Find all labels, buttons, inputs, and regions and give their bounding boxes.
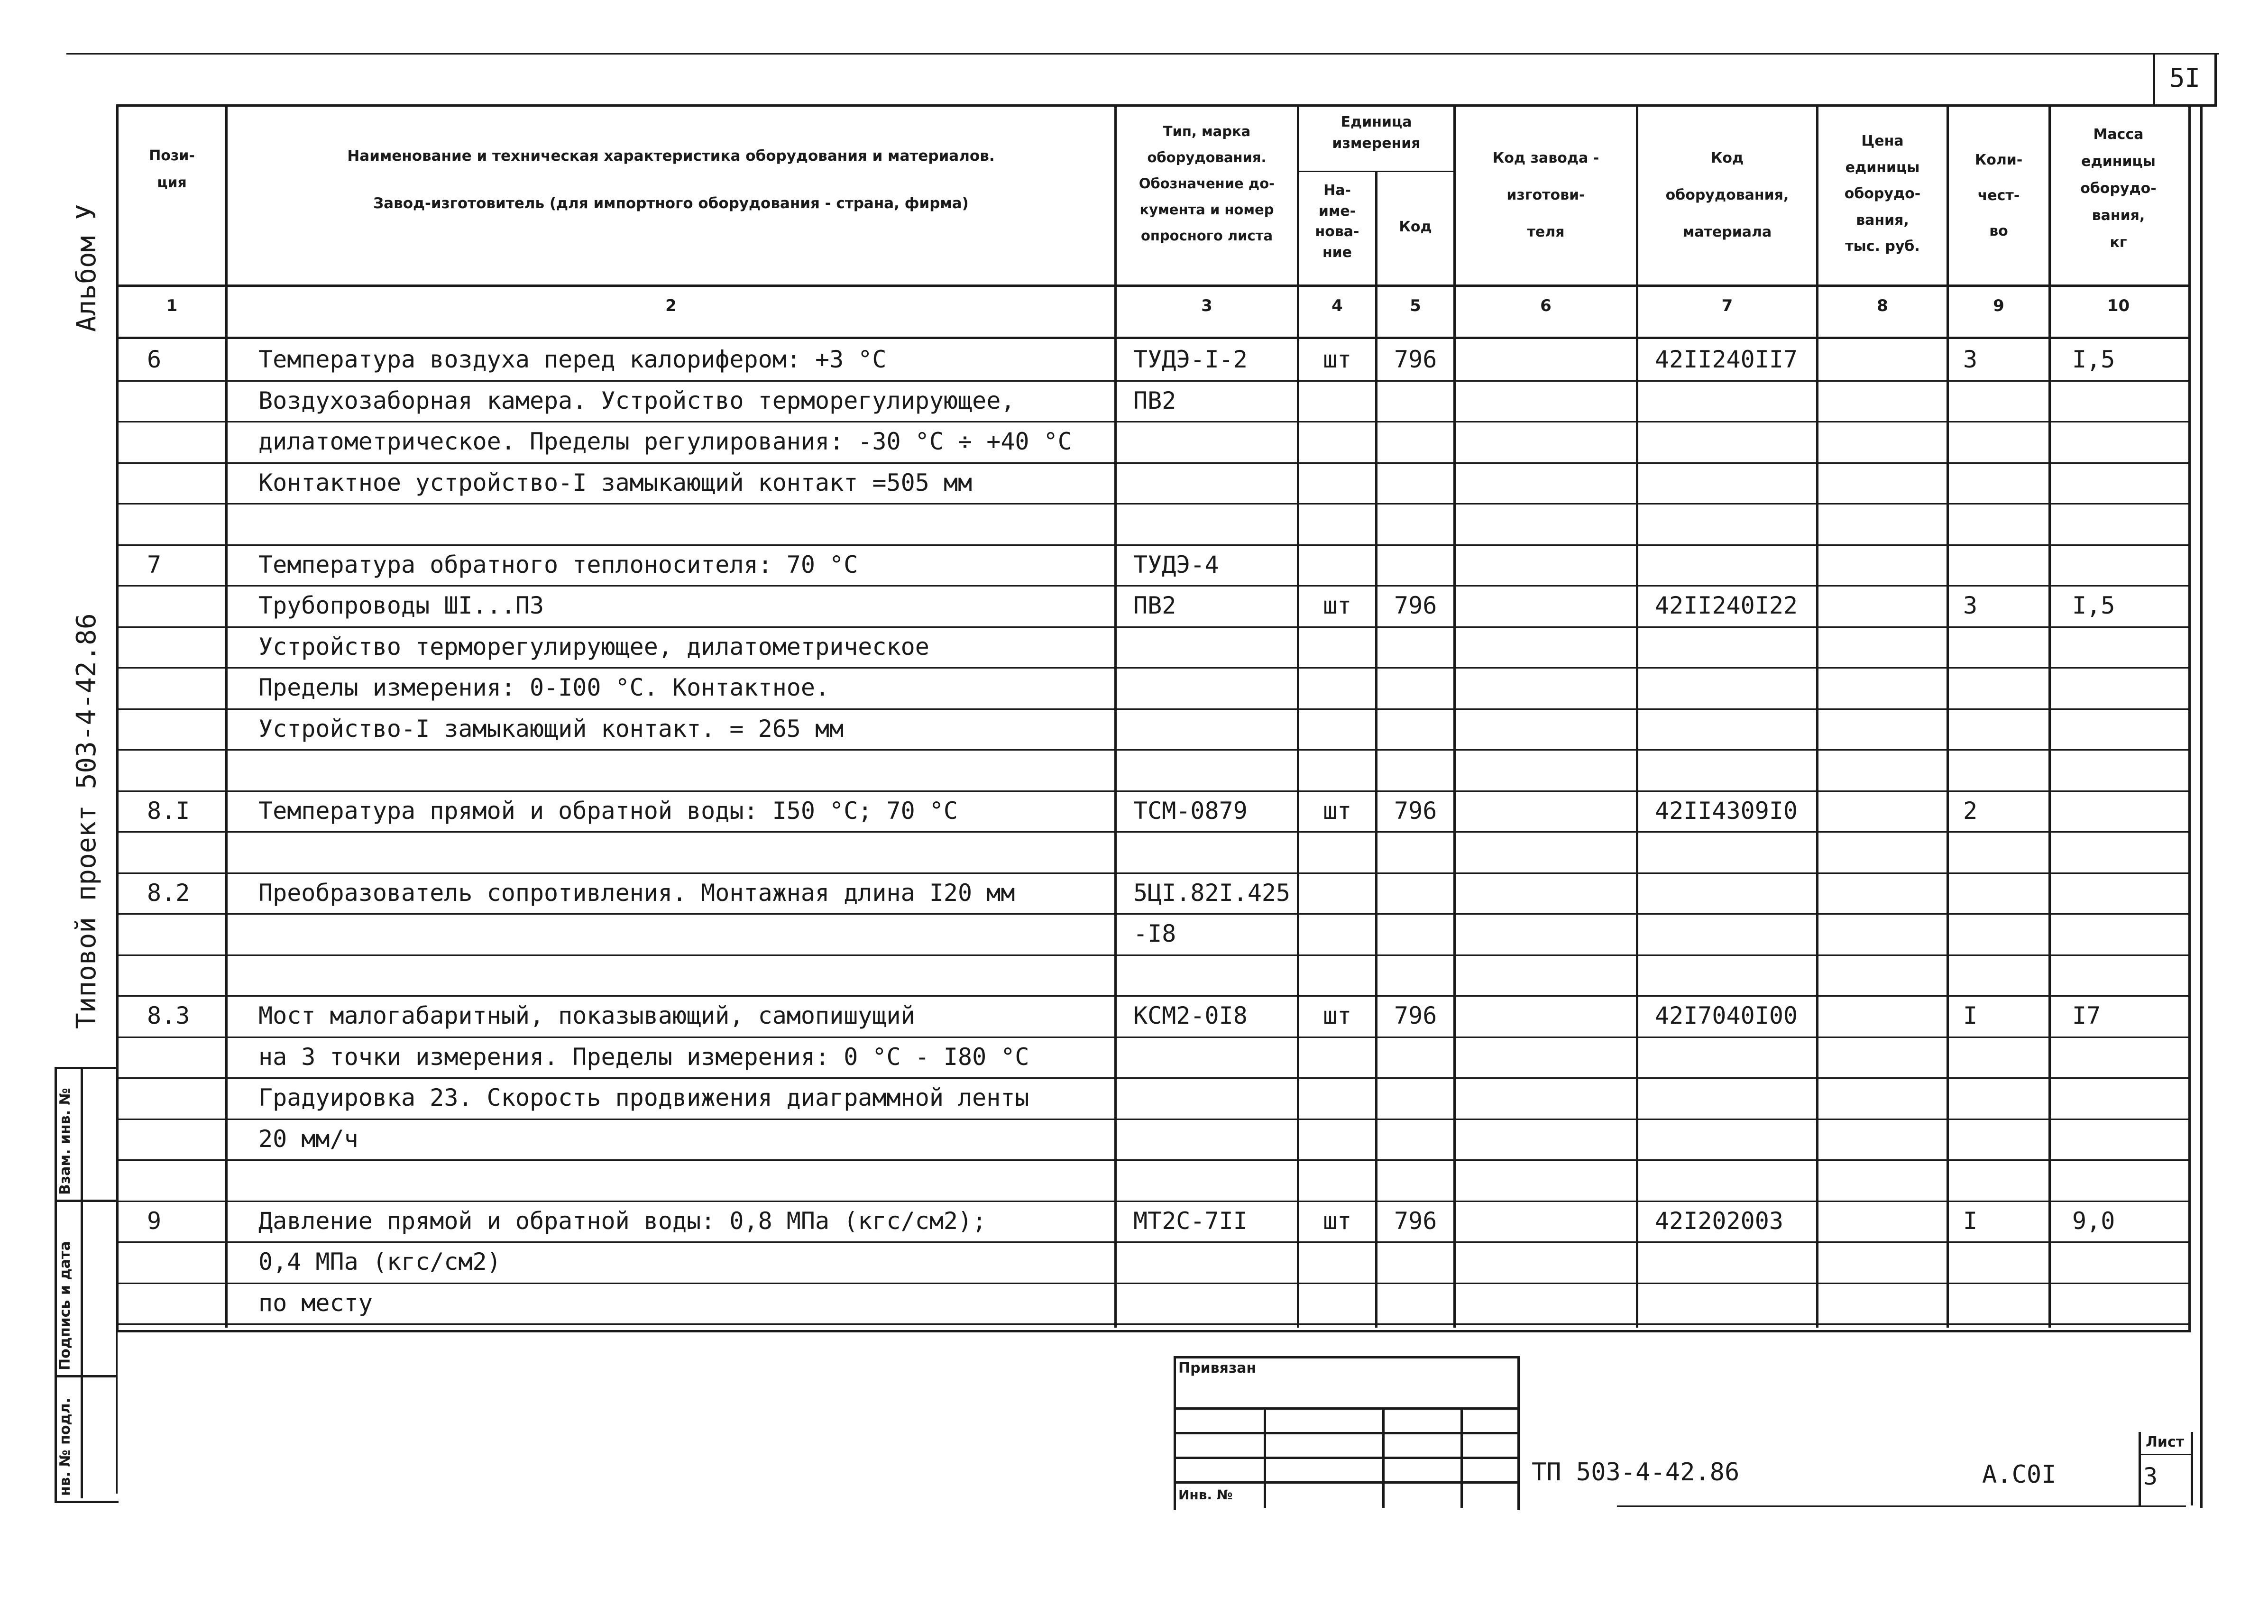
side-field-podpis: Подпись и дата bbox=[57, 1241, 73, 1370]
cell-pos: 9 bbox=[147, 1207, 162, 1235]
row-divider bbox=[116, 954, 2188, 956]
cell-name: Температура обратного теплоносителя: 70 °С bbox=[258, 551, 858, 578]
cell-mat-code: 42I202003 bbox=[1655, 1207, 1783, 1235]
cell-code: 796 bbox=[1394, 592, 1437, 619]
cell-name: Воздухозаборная камера. Устройство терморегулирующее, bbox=[258, 386, 1015, 414]
cell-unit: шт bbox=[1323, 592, 1352, 619]
header-col10: Масса единицы оборудо- вания, кг bbox=[2080, 126, 2157, 251]
cell-type: КСМ2-0I8 bbox=[1133, 1002, 1248, 1029]
row-divider bbox=[116, 1241, 2188, 1243]
row-divider bbox=[116, 462, 2188, 464]
colnum-7: 7 bbox=[1721, 296, 1733, 315]
cell-mass: I7 bbox=[2072, 1002, 2101, 1029]
cell-code: 796 bbox=[1394, 346, 1437, 373]
row-divider bbox=[116, 1201, 2188, 1202]
cell-mat-code: 42II240II7 bbox=[1655, 346, 1798, 373]
stamp-list-number: 3 bbox=[2143, 1463, 2158, 1490]
cell-name: Трубопроводы ШI...ПЗ bbox=[258, 592, 544, 619]
cell-qty: I bbox=[1963, 1002, 1978, 1029]
header-col1: Пози- ция bbox=[149, 147, 195, 191]
cell-code: 796 bbox=[1394, 1207, 1437, 1235]
header-col4: На- име- нова- ние bbox=[1315, 182, 1359, 261]
cell-mat-code: 42I7040I00 bbox=[1655, 1002, 1798, 1029]
cell-mass: 9,0 bbox=[2072, 1207, 2115, 1235]
stamp-list-label: Лист bbox=[2146, 1434, 2185, 1450]
cell-type: ТСМ-0879 bbox=[1133, 797, 1248, 825]
colnum-3: 3 bbox=[1201, 296, 1212, 315]
cell-type: ТУДЭ-4 bbox=[1133, 551, 1219, 578]
header-col3: Тип, марка оборудования. Обозначение до- кумента и номер опросного листа bbox=[1139, 123, 1275, 244]
cell-unit: шт bbox=[1323, 1002, 1352, 1029]
cell-mass: I,5 bbox=[2072, 592, 2115, 619]
cell-name: 0,4 МПа (кгс/см2) bbox=[258, 1248, 501, 1275]
row-divider bbox=[116, 1283, 2188, 1284]
cell-name: Давление прямой и обратной воды: 0,8 МПа (кгс/см2); bbox=[258, 1207, 987, 1235]
sheet-number: 5I bbox=[2169, 63, 2201, 93]
header-col5: Код bbox=[1399, 219, 1432, 235]
cell-pos: 7 bbox=[147, 551, 162, 578]
cell-pos: 6 bbox=[147, 346, 162, 373]
cell-name: 20 мм/ч bbox=[258, 1125, 358, 1153]
cell-qty: 3 bbox=[1963, 346, 1978, 373]
cell-name: Мост малогабаритный, показывающий, самопишущий bbox=[258, 1002, 915, 1029]
cell-unit: шт bbox=[1323, 1207, 1352, 1235]
row-divider bbox=[116, 1159, 2188, 1161]
cell-type: МТ2С-7II bbox=[1133, 1207, 1248, 1235]
colnum-9: 9 bbox=[1993, 296, 2004, 315]
stamp-inv-label: Инв. № bbox=[1178, 1487, 1233, 1503]
row-divider bbox=[116, 585, 2188, 587]
cell-pos: 8.3 bbox=[147, 1002, 190, 1029]
cell-code: 796 bbox=[1394, 1002, 1437, 1029]
row-divider bbox=[116, 1077, 2188, 1079]
project-label: Типовой проект 503-4-42.86 bbox=[71, 613, 102, 1029]
header-unit-group: Единица измерения bbox=[1332, 114, 1421, 152]
row-divider bbox=[116, 995, 2188, 997]
side-field-vzam: Взам. инв. № bbox=[57, 1088, 73, 1195]
colnum-10: 10 bbox=[2107, 296, 2130, 315]
row-divider bbox=[116, 708, 2188, 710]
stamp-privyazan-label: Привязан bbox=[1178, 1360, 1257, 1376]
cell-mass: I,5 bbox=[2072, 346, 2115, 373]
cell-unit: шт bbox=[1323, 346, 1352, 373]
cell-type: ТУДЭ-I-2 bbox=[1133, 346, 1248, 373]
cell-type: ПВ2 bbox=[1133, 592, 1176, 619]
cell-name: Преобразователь сопротивления. Монтажная длина I20 мм bbox=[258, 879, 1015, 907]
cell-type: ПВ2 bbox=[1133, 386, 1176, 414]
cell-type: -I8 bbox=[1133, 920, 1176, 947]
row-divider bbox=[116, 544, 2188, 546]
row-divider bbox=[116, 667, 2188, 669]
row-divider bbox=[116, 1119, 2188, 1120]
cell-name: Устройство-I замыкающий контакт. = 265 мм bbox=[258, 715, 844, 743]
cell-name: Устройство терморегулирующее, дилатометрическое bbox=[258, 633, 929, 661]
cell-unit: шт bbox=[1323, 797, 1352, 825]
row-divider bbox=[116, 380, 2188, 382]
cell-name: дилатометрическое. Пределы регулирования: -30 °С ÷ +40 °С bbox=[258, 428, 1072, 455]
stamp-document-code: ТП 503-4-42.86 bbox=[1532, 1458, 1740, 1486]
colnum-5: 5 bbox=[1410, 296, 1421, 315]
row-divider bbox=[116, 626, 2188, 628]
cell-name: на 3 точки измерения. Пределы измерения: 0 °С - I80 °С bbox=[258, 1043, 1029, 1071]
cell-mat-code: 42II240I22 bbox=[1655, 592, 1798, 619]
colnum-1: 1 bbox=[166, 296, 178, 315]
cell-pos: 8.I bbox=[147, 797, 190, 825]
row-divider bbox=[116, 1037, 2188, 1038]
row-divider bbox=[116, 913, 2188, 915]
cell-qty: 3 bbox=[1963, 592, 1978, 619]
cell-pos: 8.2 bbox=[147, 879, 190, 907]
cell-name: Температура воздуха перед калорифером: +3 °С bbox=[258, 346, 887, 373]
row-divider bbox=[116, 1323, 2188, 1325]
row-divider bbox=[116, 872, 2188, 874]
sheet-number-box bbox=[2153, 55, 2217, 107]
row-divider bbox=[116, 831, 2188, 833]
header-col9: Коли- чест- во bbox=[1974, 152, 2023, 239]
colnum-2: 2 bbox=[665, 296, 677, 315]
header-col2-line2: Завод-изготовитель (для импортного оборудования - страна, фирма) bbox=[373, 195, 969, 212]
side-field-inv: нв. № подл. bbox=[57, 1397, 73, 1496]
row-divider bbox=[116, 503, 2188, 505]
row-divider bbox=[116, 749, 2188, 751]
header-col6: Код завода - изготови- теля bbox=[1492, 150, 1599, 240]
row-divider bbox=[116, 421, 2188, 422]
cell-name: по месту bbox=[258, 1289, 373, 1317]
colnum-8: 8 bbox=[1877, 296, 1888, 315]
stamp-album-code: А.С0I bbox=[1982, 1460, 2057, 1489]
top-border-line bbox=[66, 53, 2219, 55]
row-divider bbox=[116, 790, 2188, 792]
album-label: Альбом У bbox=[71, 204, 102, 332]
cell-qty: 2 bbox=[1963, 797, 1978, 825]
cell-name: Пределы измерения: 0-I00 °С. Контактное. bbox=[258, 674, 830, 701]
cell-type: 5ЦI.82I.425 bbox=[1133, 879, 1291, 907]
header-col2-line1: Наименование и техническая характеристика оборудования и материалов. bbox=[347, 147, 995, 165]
header-col7: Код оборудования, материала bbox=[1665, 150, 1789, 240]
colnum-6: 6 bbox=[1540, 296, 1552, 315]
cell-name: Контактное устройство-I замыкающий контакт =505 мм bbox=[258, 468, 973, 496]
cell-code: 796 bbox=[1394, 797, 1437, 825]
cell-mat-code: 42II4309I0 bbox=[1655, 797, 1798, 825]
cell-qty: I bbox=[1963, 1207, 1978, 1235]
colnum-4: 4 bbox=[1331, 296, 1343, 315]
header-col8: Цена единицы оборудо- вания, тыс. руб. bbox=[1844, 133, 1921, 255]
cell-name: Градуировка 23. Скорость продвижения диаграммной ленты bbox=[258, 1084, 1029, 1111]
cell-name: Температура прямой и обратной воды: I50 °С; 70 °С bbox=[258, 797, 958, 825]
